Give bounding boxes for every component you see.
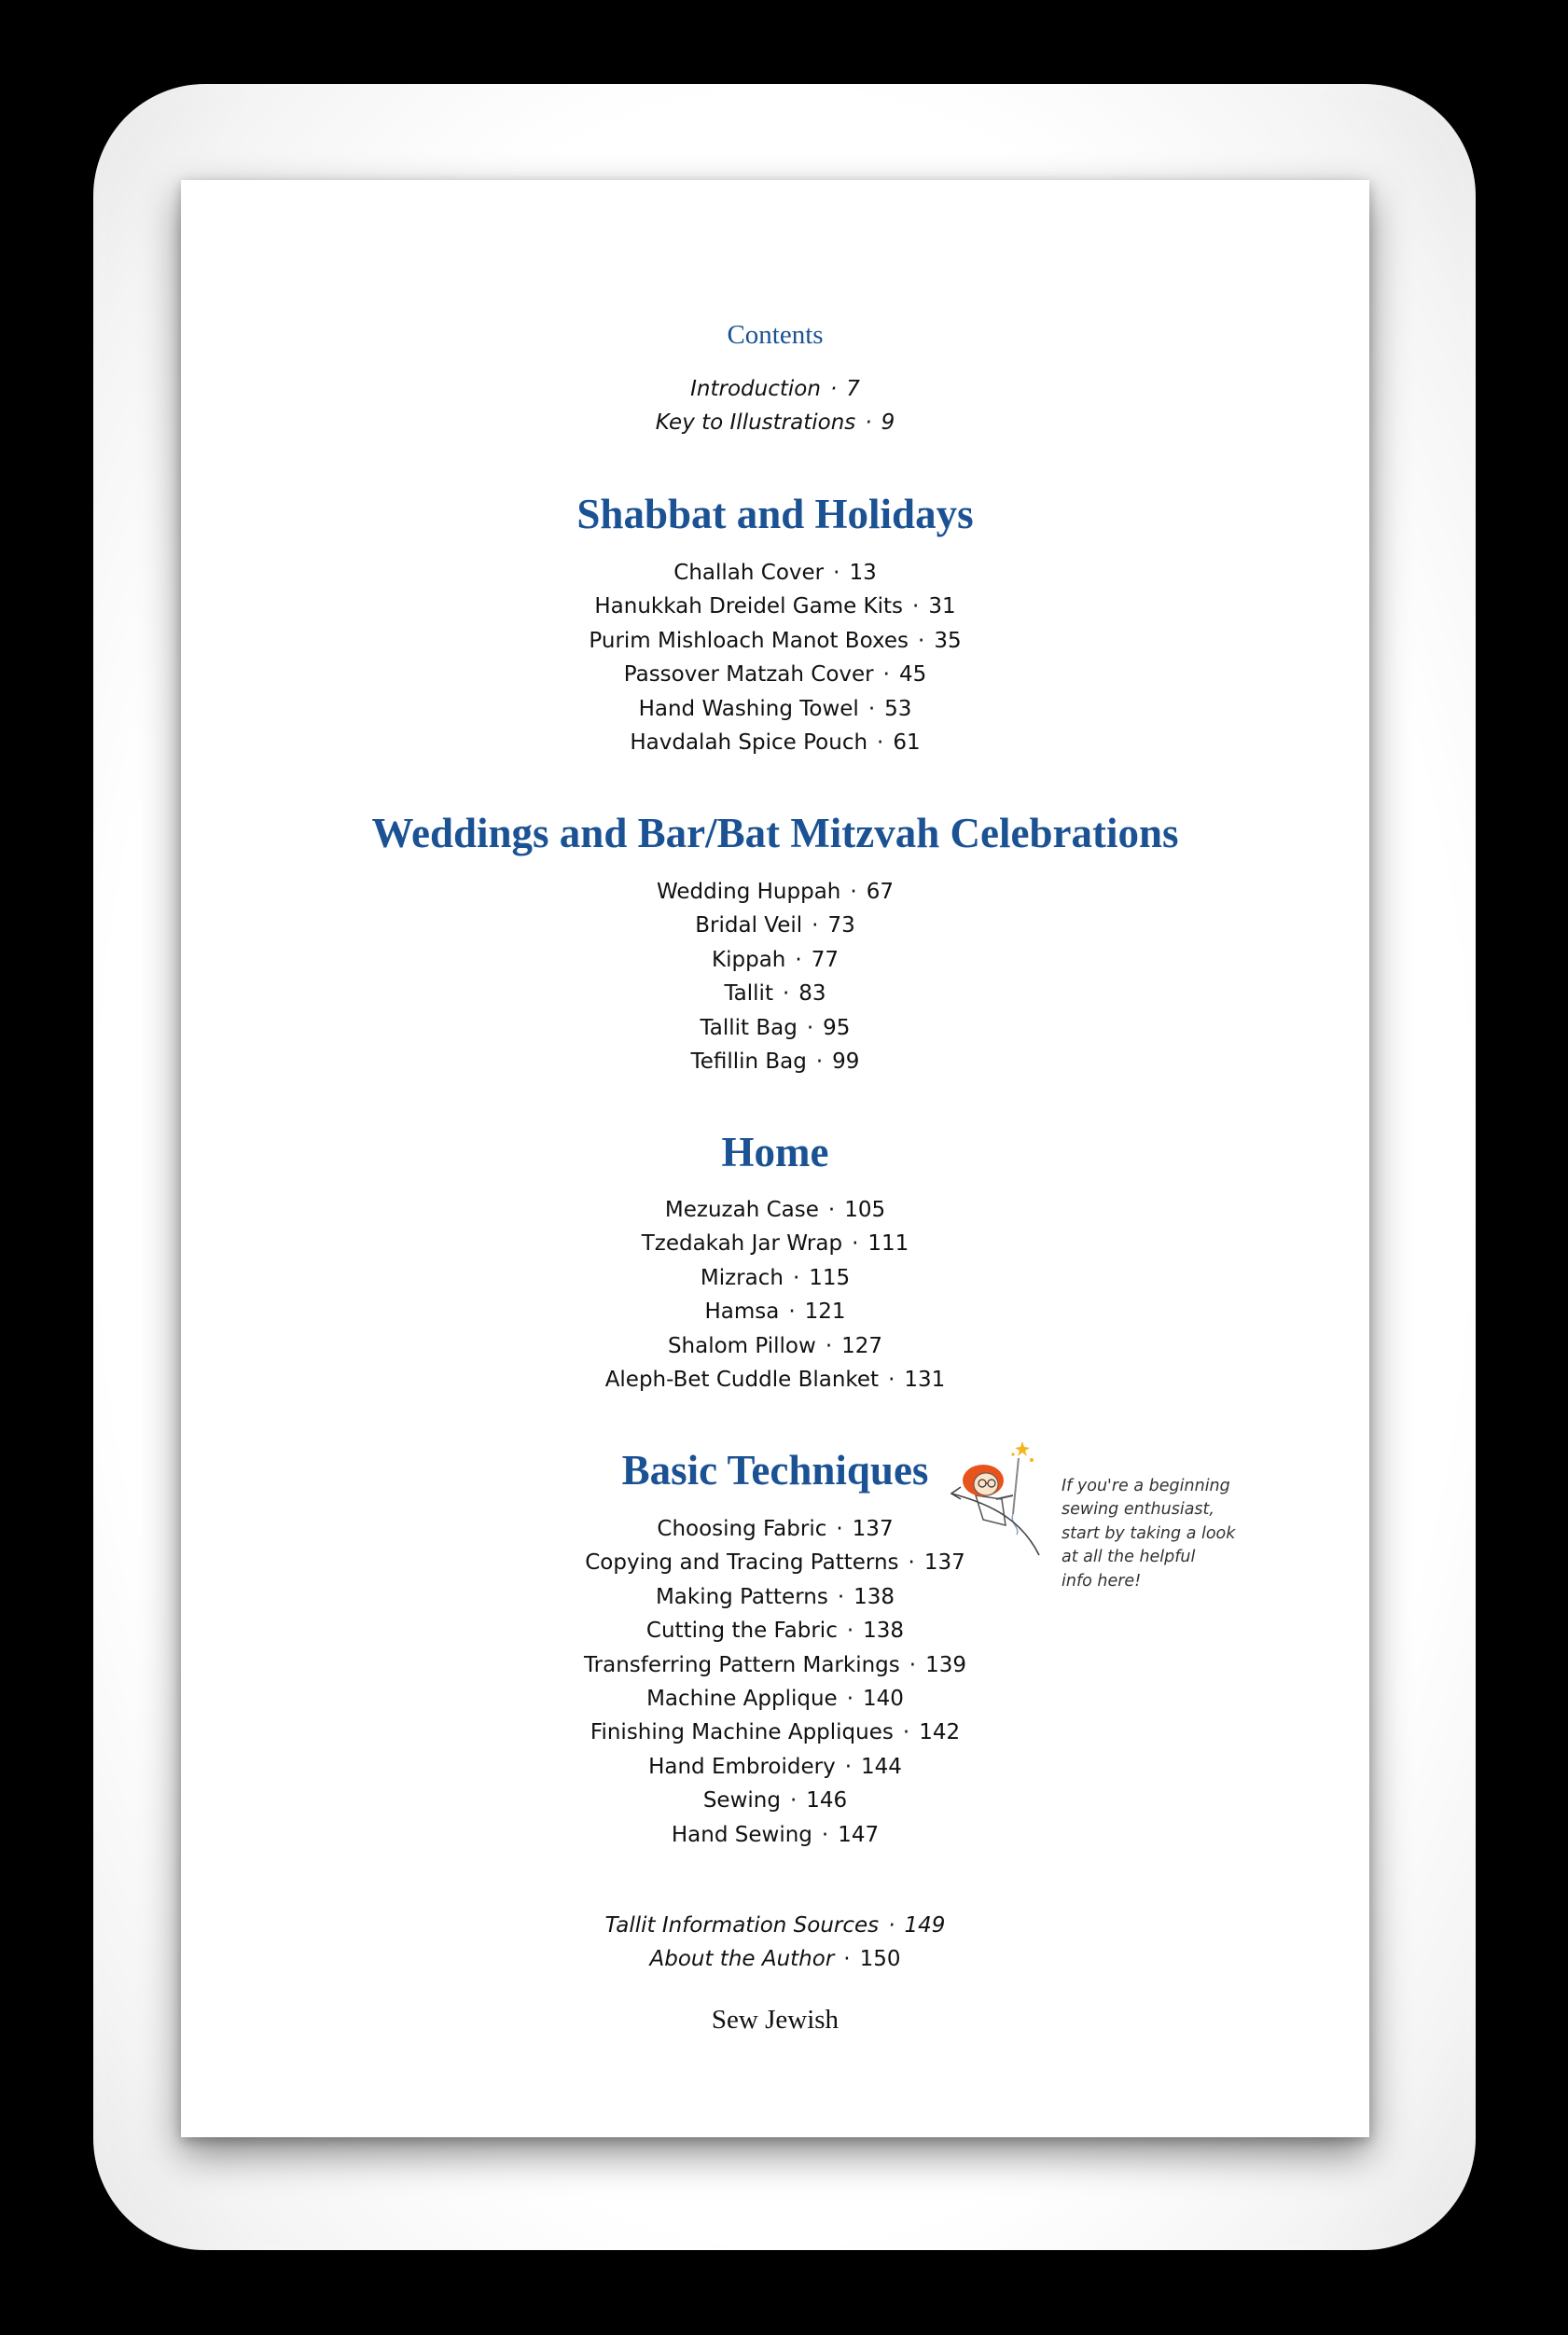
toc-item[interactable]: Key to Illustrations · 9 <box>655 410 895 436</box>
toc-item[interactable]: Tallit Bag · 95 <box>700 1015 851 1040</box>
toc-item[interactable]: Mezuzah Case · 105 <box>664 1198 886 1222</box>
toc-item[interactable]: Sewing · 146 <box>702 1788 848 1814</box>
back-matter-list <box>181 1909 1369 1977</box>
toc-item[interactable]: Introduction · 7 <box>690 377 860 401</box>
document-page <box>181 180 1369 2137</box>
toc-item[interactable]: Hand Sewing · 147 <box>671 1822 880 1847</box>
toc-item[interactable]: Choosing Fabric · 137 <box>657 1517 894 1541</box>
toc-item[interactable]: Making Patterns · 138 <box>655 1584 895 1609</box>
toc-item[interactable]: Aleph-Bet Cuddle Blanket · 131 <box>604 1367 946 1392</box>
toc-item[interactable]: Shalom Pillow · 127 <box>667 1333 883 1358</box>
toc-item[interactable]: Cutting the Fabric · 138 <box>645 1619 905 1644</box>
section-list-home <box>181 1193 1369 1397</box>
section-heading-home: Home <box>721 1129 829 1175</box>
section-list-shabbat <box>181 556 1369 759</box>
toc-item[interactable]: Mizrach · 115 <box>700 1265 851 1290</box>
contents-title: Contents <box>727 320 824 350</box>
sparkle-icon <box>1011 1441 1034 1462</box>
toc-item[interactable]: Transferring Pattern Markings · 139 <box>584 1652 966 1677</box>
toc-item[interactable]: Wedding Huppah · 67 <box>657 880 894 904</box>
section-heading-shabbat: Shabbat and Holidays <box>576 491 974 537</box>
toc-item[interactable]: Finishing Machine Appliques · 142 <box>590 1720 961 1745</box>
section-list-weddings <box>181 875 1369 1078</box>
toc-item[interactable]: Kippah · 77 <box>712 947 839 972</box>
toc-item[interactable]: Tallit Information Sources · 149 <box>604 1913 946 1938</box>
toc-item[interactable]: Bridal Veil · 73 <box>695 913 855 938</box>
toc-item[interactable]: Machine Applique · 140 <box>646 1686 904 1711</box>
toc-item[interactable]: Tallit · 83 <box>724 981 826 1007</box>
toc-item[interactable]: Challah Cover · 13 <box>673 561 877 585</box>
note-line: sewing enthusiast, <box>1062 1500 1214 1520</box>
section-heading-basic-techniques: Basic Techniques <box>621 1447 929 1494</box>
toc-item[interactable]: Hamsa · 121 <box>704 1300 846 1325</box>
toc-item[interactable]: Hanukkah Dreidel Game Kits · 31 <box>594 594 956 619</box>
section-heading-weddings: Weddings and Bar/Bat Mitzvah Celebrations <box>371 810 1179 856</box>
curved-arrow-icon <box>948 1484 1041 1559</box>
note-line: start by taking a look <box>1062 1523 1236 1543</box>
toc-item[interactable]: Passover Matzah Cover · 45 <box>623 662 927 688</box>
front-matter-list <box>181 372 1369 440</box>
toc-item[interactable]: About the Author · 150 <box>649 1947 901 1972</box>
note-line: If you're a beginning <box>1062 1477 1230 1495</box>
toc-item[interactable]: Hand Washing Towel · 53 <box>638 696 912 721</box>
toc-item[interactable]: Havdalah Spice Pouch · 61 <box>630 730 921 755</box>
book-title-footer: Sew Jewish <box>711 2005 840 2035</box>
toc-item[interactable]: Tefillin Bag · 99 <box>690 1049 860 1074</box>
note-line: at all the helpful <box>1062 1548 1196 1567</box>
toc-item[interactable]: Tzedakah Jar Wrap · 111 <box>641 1231 909 1257</box>
note-line: info here! <box>1062 1571 1142 1591</box>
sidebar-note <box>1062 1475 1257 1593</box>
toc-item[interactable]: Hand Embroidery · 144 <box>648 1754 902 1779</box>
toc-item[interactable]: Copying and Tracing Patterns · 137 <box>585 1550 965 1576</box>
toc-item[interactable]: Purim Mishloach Manot Boxes · 35 <box>589 628 962 653</box>
